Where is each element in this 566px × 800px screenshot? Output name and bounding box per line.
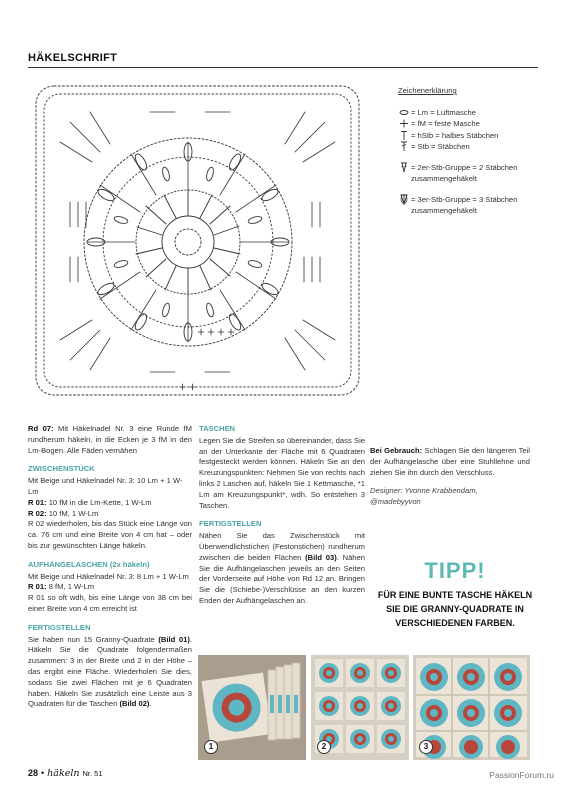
instruction-line: Mit Beige und Häkelnadel Nr. 3: 10 Lm + 1 W-Lm [28,476,183,496]
instruction-paragraph: R 01 so oft wdh, bis eine Länge von 38 cm bei einer Breite von 4 cm erreicht ist [28,593,192,613]
three-dc-cluster-icon [398,194,410,205]
stitch-legend [398,85,548,217]
footer-bullet: • [41,768,45,778]
instruction-line: Mit Beige und Häkelnadel Nr. 3: 8 Lm + 1 W-Lm [28,571,189,581]
chain-stitch-icon [398,107,410,118]
instructions-column-3 [370,446,530,516]
instruction-paragraph: R 02 wiederholen, bis das Stück eine Länge von ca. 76 cm und eine Breite von 4 cm hat – oder bis zur gewünschten Länge häkeln. [28,519,192,550]
page-footer [28,768,103,779]
section-heading: FERTIGSTELLEN [28,622,91,632]
tip-title: TIPP! [424,558,486,583]
watermark: PassionForum.ru [489,770,554,780]
photo-number-badge: 1 [204,740,218,754]
issue-number: Nr. 51 [82,769,103,778]
usage-paragraph: Bei Gebrauch: Schlagen Sie den längeren Teil der Aufhängelasche über eine Stuhllehne und ziehen Sie ihn durch den Verschluss. [370,446,530,477]
instruction-paragraph: Sie haben nun 15 Granny-Quadrate (Bild 01). Häkeln Sie die Quadrate folgendermaßen zusammen: 3 in der Breite und 2 in der Höhe – das ergibt eine Fläche. Wiederholen Sie dies, sodass Sie zwei Flächen mit je 6 Quadraten haben. Häkeln Sie zusätzlich eine Leiste aus 3 Quadraten für die Taschen (Bild 02). [28,634,192,709]
legend-item: = hStb = halbes Stäbchen [398,130,548,142]
legend-item: = Stb = Stäbchen [398,141,548,153]
section-heading: FERTIGSTELLEN [199,519,262,529]
tip-text: FÜR EINE BUNTE TASCHE HÄKELN SIE DIE GRANNY-QUADRATE IN VERSCHIEDENEN FARBEN. [377,590,533,628]
page-number: 28 [28,768,39,778]
photo-layout-squares [311,655,409,760]
legend-item: = fM = feste Masche [398,118,548,130]
section-heading: ZWISCHENSTÜCK [28,464,95,474]
tip-box [370,558,540,630]
two-dc-cluster-icon [398,162,410,173]
instructions-column-1 [28,424,192,718]
title-divider [28,67,538,68]
photo-joined-squares [413,655,530,760]
designer-credit: Designer: Yvonne Krabbendam, @madebyyvon [370,486,478,507]
double-crochet-icon [398,141,410,152]
instruction-line: R 02: 10 fM, 1 W-Lm [28,508,99,518]
instruction-paragraph: Legen Sie die Streifen so übereinander, dass Sie an der Unterkante der Fläche mit 6 Quadraten festgesteckt werden können. Häkeln Sie an den Kreuzungspunkten: Nehmen Sie von rechts nach links 2 Laschen auf, häkeln Sie 1 Kettmasche, *1 Lm am Kreuzungspunkt*, wdh. So entstehen 3 Taschen. [199,435,365,510]
section-heading: TASCHEN [199,424,236,433]
legend-title: Zeichenerklärung [398,86,457,95]
instruction-line: R 01: 8 fM, 1 W-Lm [28,582,95,592]
legend-item: = 3er-Stb-Gruppe = 3 Stäbchen zusammengehäkelt [398,194,548,217]
section-heading: AUFHÄNGELASCHEN (2x häkeln) [28,559,150,569]
instruction-paragraph: Nähen Sie das Zwischenstück mit Überwendlichstichen (Festonstichen) rundherum zwischen die beiden Flächen (Bild 03). Nähen Sie die Aufhängelaschen jeweils an den Seiten der Vorderseite auf Höhe von Rd 12 an. Bringen Sie die (Schiebe-)Verschlüsse an den kurzen Enden der Aufhängelaschen an. [199,531,365,605]
page-title: HÄKELSCHRIFT [28,52,118,64]
crochet-chart [30,82,365,399]
single-crochet-icon [398,118,410,129]
legend-item: = 2er-Stb-Gruppe = 2 Stäbchen zusammengehäkelt [398,162,548,185]
photo-stacked-squares [198,655,306,760]
photo-number-badge: 3 [419,740,433,754]
instruction-line: R 01: 10 fM in die Lm-Kette, 1 W-Lm [28,497,152,507]
half-double-crochet-icon [398,130,410,141]
round-07-paragraph: Rd 07: Mit Häkelnadel Nr. 3 eine Runde fM rundherum häkeln, in die Ecken je 3 fM in den Lm-Bogen. Alle Fäden vernähen [28,424,192,455]
magazine-brand: häkeln [47,768,80,779]
instructions-column-2 [199,424,365,615]
legend-item: = Lm = Luftmasche [398,107,548,119]
photo-number-badge: 2 [317,740,331,754]
